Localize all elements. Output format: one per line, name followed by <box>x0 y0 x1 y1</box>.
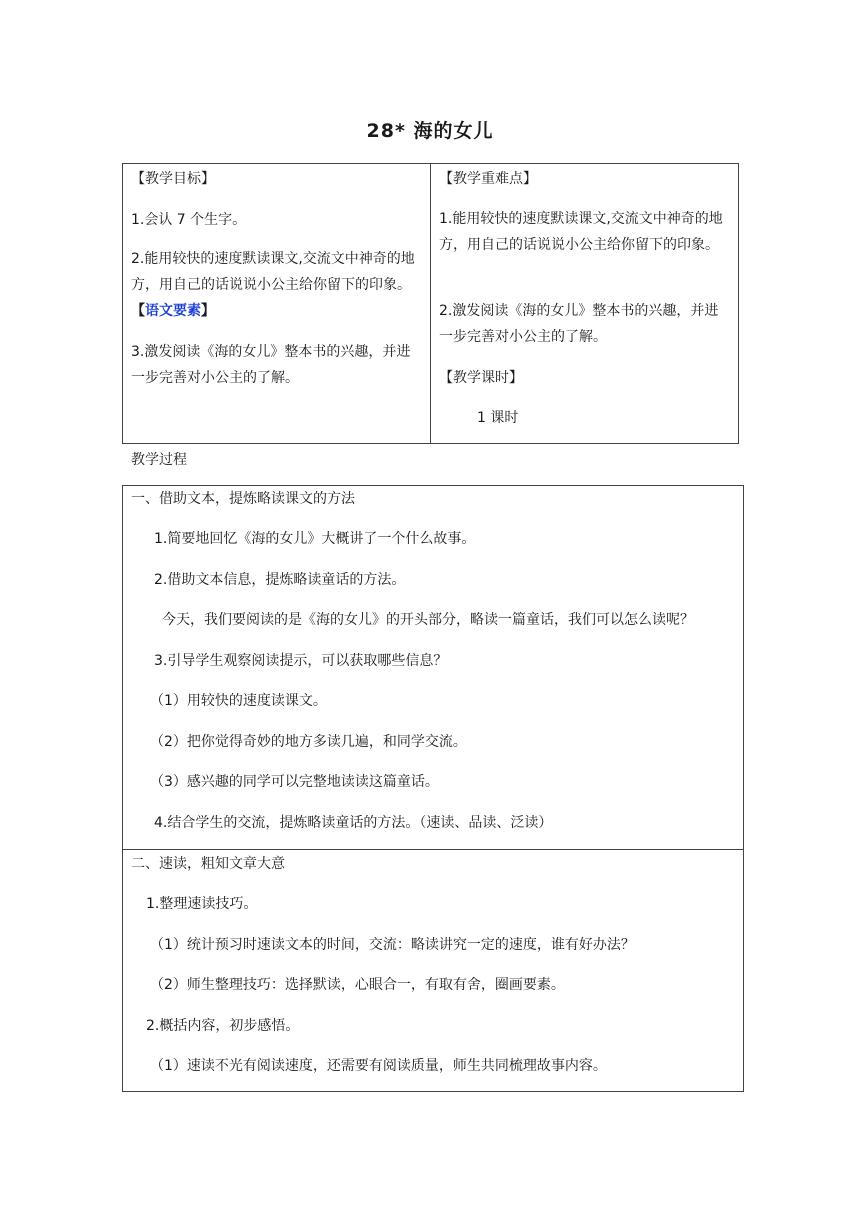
goal-item <box>131 246 422 324</box>
tag-bracket-open: 【 <box>131 303 145 319</box>
process-line: （2）把你觉得奇妙的地方多读几遍，和同学交流。 <box>150 734 467 750</box>
process-line: （3）感兴趣的同学可以完整地读读这篇童话。 <box>150 774 439 790</box>
goal-item: 3.激发阅读《海的女儿》整本书的兴趣，并进一步完善对小公主的了解。 <box>131 344 411 386</box>
language-element-tag: 语文要素 <box>145 303 201 319</box>
document-title: 28* 海的女儿 <box>366 120 494 142</box>
section-heading: 一、借助文本，提炼略读课文的方法 <box>131 491 355 507</box>
process-line: 2.概括内容，初步感悟。 <box>146 1018 300 1034</box>
hours-value: 1 课时 <box>477 410 519 426</box>
process-line: 1.整理速读技巧。 <box>146 896 258 912</box>
process-section-1 <box>122 485 744 850</box>
process-label: 教学过程 <box>131 452 187 468</box>
key-point-item: 1.能用较快的速度默读课文,交流文中神奇的地方，用自己的话说说小公主给你留下的印象。 <box>439 211 723 253</box>
process-line: 2.借助文本信息，提炼略读童话的方法。 <box>154 572 406 588</box>
hours-header: 【教学课时】 <box>439 370 523 386</box>
key-points-cell <box>431 164 738 443</box>
key-point-item: 2.激发阅读《海的女儿》整本书的兴趣，并进一步完善对小公主的了解。 <box>439 303 719 345</box>
process-line: （1）统计预习时速读文本的时间，交流：略读讲究一定的速度，谁有好办法？ <box>150 937 635 953</box>
process-line: 今天，我们要阅读的是《海的女儿》的开头部分，略读一篇童话，我们可以怎么读呢？ <box>162 612 694 628</box>
process-line: 3.引导学生观察阅读提示，可以获取哪些信息？ <box>154 653 448 669</box>
process-line: （1）速读不光有阅读速度，还需要有阅读质量，师生共同梳理故事内容。 <box>150 1058 607 1074</box>
goals-header: 【教学目标】 <box>131 171 215 187</box>
teaching-goals-cell <box>123 164 431 443</box>
process-line: 1.简要地回忆《海的女儿》大概讲了一个什么故事。 <box>154 531 476 547</box>
goal-item: 1.会认 7 个生字。 <box>131 212 247 228</box>
process-section-2 <box>122 849 744 1092</box>
goals-table <box>122 163 739 444</box>
process-line: （1）用较快的速度读课文。 <box>150 693 327 709</box>
tag-bracket-close: 】 <box>201 303 215 319</box>
process-line: 4.结合学生的交流，提炼略读童话的方法。（速读、品读、泛读） <box>154 815 553 831</box>
section-heading: 二、速读，粗知文章大意 <box>131 856 285 872</box>
process-line: （2）师生整理技巧：选择默读，心眼合一，有取有舍，圈画要素。 <box>150 977 565 993</box>
key-points-header: 【教学重难点】 <box>439 171 537 187</box>
goal-item-text: 2.能用较快的速度默读课文,交流文中神奇的地方，用自己的话说说小公主给你留下的印象。 <box>131 251 415 293</box>
